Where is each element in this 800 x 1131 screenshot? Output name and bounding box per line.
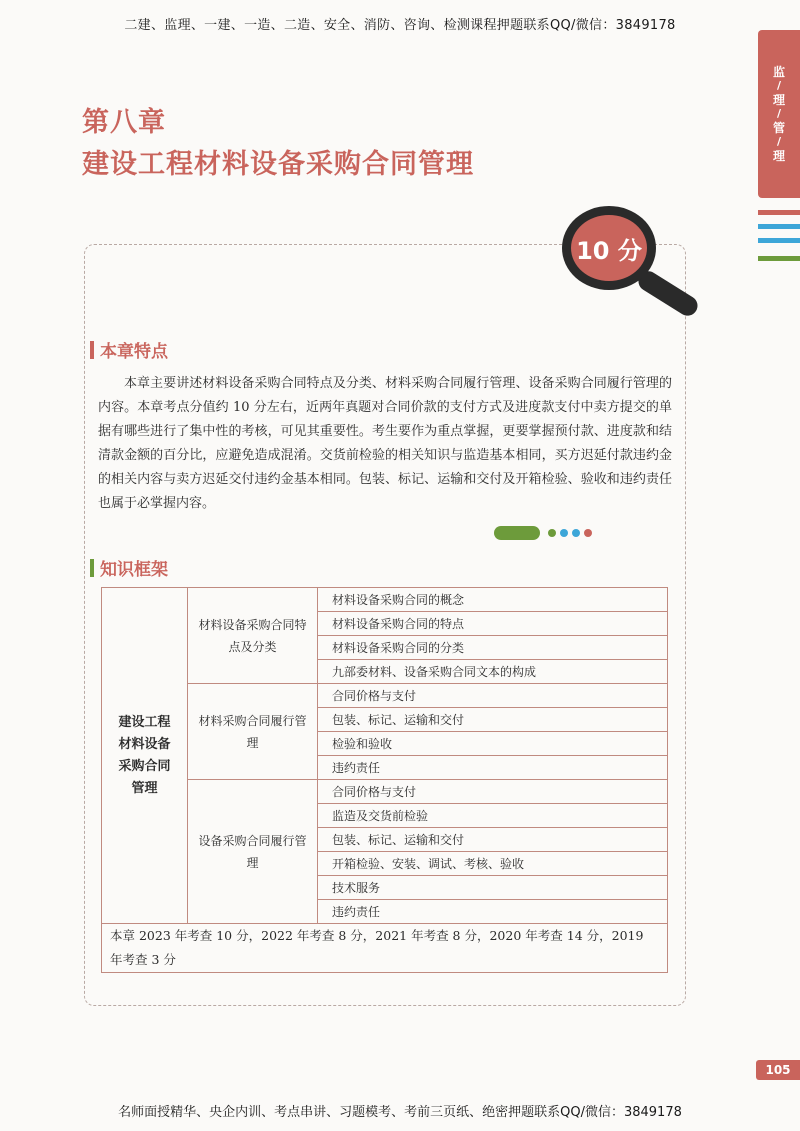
framework-group: 材料设备采购合同特点及分类 [188,588,318,684]
color-stripe-blue [758,224,800,229]
features-heading [90,337,168,362]
framework-item: 技术服务 [318,876,668,900]
framework-heading [90,555,168,580]
side-tab-separator: / [776,107,782,120]
framework-group: 材料采购合同履行管理 [188,684,318,780]
chapter-number: 第八章 [82,107,166,138]
framework-item: 九部委材料、设备采购合同文本的构成 [318,660,668,684]
side-tab-char: 理 [772,93,785,107]
framework-item: 材料设备采购合同的特点 [318,612,668,636]
section-marker-icon [90,559,94,577]
side-tab-separator: / [776,79,782,92]
side-tab-char: 监 [772,65,785,79]
decorative-pill [494,526,540,540]
framework-item: 检验和验收 [318,732,668,756]
top-banner: 二建、监理、一建、一造、二造、安全、消防、咨询、检测课程押题联系QQ/微信：3849178 [124,18,676,33]
framework-item: 合同价格与支付 [318,684,668,708]
color-stripe-green [758,256,800,261]
section-marker-icon [90,341,94,359]
framework-item: 材料设备采购合同的概念 [318,588,668,612]
framework-group: 设备采购合同履行管理 [188,780,318,924]
dot-icon [560,529,568,537]
features-title: 本章特点 [100,342,168,362]
framework-title: 知识框架 [100,560,168,580]
framework-item: 监造及交货前检验 [318,804,668,828]
framework-item: 开箱检验、安装、调试、考核、验收 [318,852,668,876]
framework-item: 违约责任 [318,900,668,924]
dot-icon [584,529,592,537]
bottom-banner: 名师面授精华、央企内训、考点串讲、习题模考、考前三页纸、绝密押题联系QQ/微信：3849178 [118,1105,682,1120]
framework-item: 违约责任 [318,756,668,780]
side-tab-char: 理 [772,149,785,163]
dot-icon [572,529,580,537]
framework-item: 包装、标记、运输和交付 [318,828,668,852]
framework-item: 合同价格与支付 [318,780,668,804]
dot-icon [548,529,556,537]
features-paragraph: 本章主要讲述材料设备采购合同特点及分类、材料采购合同履行管理、设备采购合同履行管理的内容。本章考点分值约 10 分左右，近两年真题对合同价款的支付方式及进度款支付中卖方提交的单据有哪些进行了集中性的考核，可见其重要性。考生要作为重点掌握，更要掌握预付款、进度款和结清款金额的百分比，应避免造成混淆。交货前检验的相关知识与监造基本相同，买方迟延付款违约金的相关内容与卖方迟延交付违约金基本相同。包装、标记、运输和交付及开箱检验、验收和违约责任也属于必掌握内容。 [98,376,672,511]
magnifier-icon [562,206,656,290]
page-number: 105 [756,1060,800,1080]
color-stripe-red [758,210,800,215]
side-tab-supervision-management [758,30,800,198]
side-tab-separator: / [776,135,782,148]
framework-item: 材料设备采购合同的分类 [318,636,668,660]
chapter-title: 建设工程材料设备采购合同管理 [82,149,474,180]
exam-score-history: 本章 2023 年考查 10 分，2022 年考查 8 分，2021 年考查 8 分，2020 年考查 14 分，2019 年考查 3 分 [102,924,668,973]
side-tab-char: 管 [772,121,785,135]
score-badge: 10 分 [571,215,647,281]
color-stripe-blue [758,238,800,243]
framework-root: 建设工程材料设备采购合同管理 [102,588,188,924]
framework-item: 包装、标记、运输和交付 [318,708,668,732]
knowledge-framework-table [101,587,668,973]
